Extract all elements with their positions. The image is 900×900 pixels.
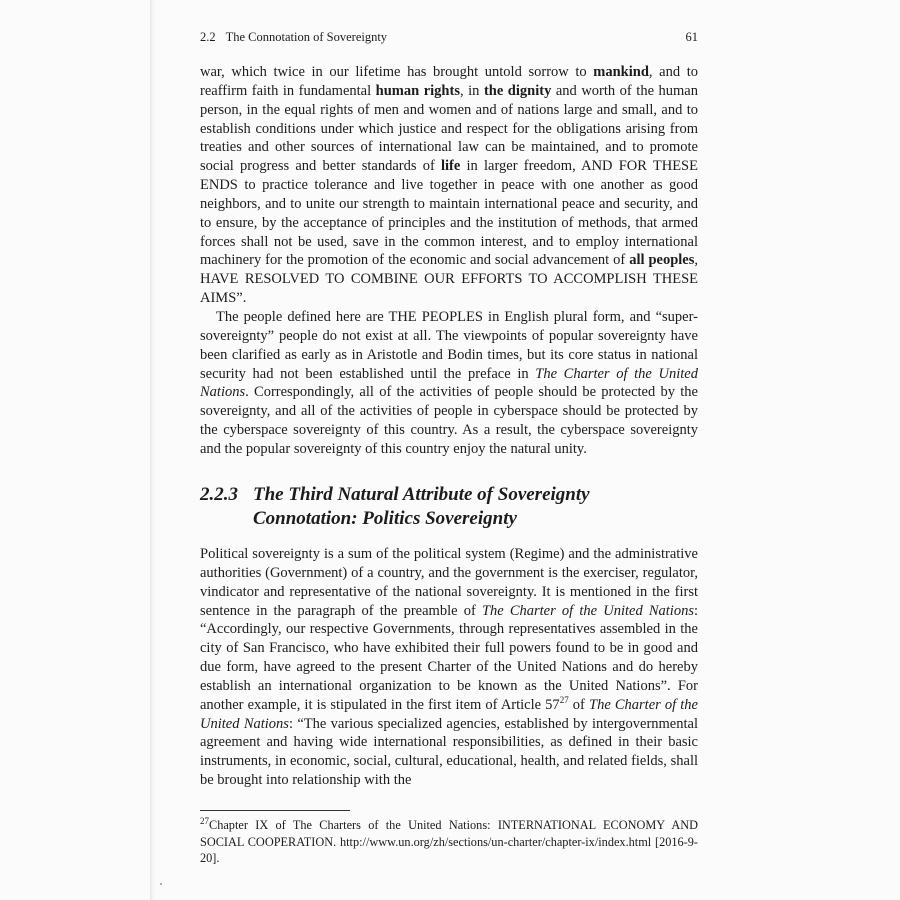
- heading-line-1: [200, 483, 698, 507]
- text-run: Political sovereignty is a sum of the political system (Regime) and the administrative authorities (Government) of a country, and the government is the exerciser, regulator, vindicator and representative of the national sovereignty. It is mentioned in the first sentence in the paragraph of the preamble of: [200, 546, 698, 619]
- text-run: , and to reaffirm faith in fundamental: [200, 64, 699, 99]
- section-title: The Connotation of Sovereignty: [225, 30, 388, 44]
- emphasis-bold: all peoples: [629, 252, 695, 269]
- footnote-ref: 27: [559, 694, 569, 705]
- running-head: [200, 30, 698, 45]
- emphasis-bold: mankind: [593, 64, 649, 80]
- heading-number: 2.2.3: [200, 484, 238, 505]
- page-number: 61: [685, 30, 698, 44]
- gutter-shadow: [150, 0, 156, 900]
- text-run: , HAVE RESOLVED TO COMBINE OUR EFFORTS TO ACCOMPLISH THESE AIMS”.: [200, 252, 698, 307]
- paragraph: [200, 545, 698, 790]
- body-text-bottom: [200, 545, 698, 790]
- body-text-top: [200, 63, 698, 459]
- emphasis-italic: The Charter of the United Nations: [481, 602, 694, 619]
- text-run: , in: [459, 82, 484, 99]
- section-heading: [200, 483, 698, 531]
- emphasis-italic: The Charter of the United Nations: [200, 696, 698, 732]
- heading-title-line-2: Connotation: Politics Sovereignty: [253, 508, 517, 529]
- text-run: : “The various specialized agencies, established by intergovernmental agreement and having wide international responsibilities, as defined in their basic instruments, in economic, social, cultural, educational, health, and related fields, shall be brought into relationship with the: [200, 715, 698, 789]
- paragraph: [200, 308, 698, 459]
- text-run: Chapter IX of The Charters of the United Nations: INTERNATIONAL ECONOMY AND SOCIAL COOPERATION. http://www.un.org/zh/sections/un-charter/chapter-ix/index.html [2016-9-20].: [200, 818, 698, 865]
- text-run: in larger freedom, AND FOR THESE ENDS to practice tolerance and live together in peace with one another as good neighbors, and to unite our strength to maintain international peace and security, and to ensure, by the acceptance of principles and the institution of methods, that armed forces shall not be used, save in the common interest, and to employ international machinery for the promotion of the economic and social advancement of: [200, 158, 698, 269]
- emphasis-italic: The Charter of the United Nations: [200, 365, 698, 401]
- text-run: war, which twice in our lifetime has brought untold sorrow to: [200, 64, 594, 80]
- heading-title-line-1: The Third Natural Attribute of Sovereignty: [253, 484, 590, 505]
- emphasis-bold: human rights: [375, 82, 460, 99]
- footnote: [200, 817, 698, 867]
- footnote-ref: 27: [200, 815, 209, 826]
- emphasis-bold: the dignity: [483, 82, 552, 99]
- scan-speck: [160, 883, 162, 885]
- text-run: The people defined here are THE PEOPLES in English plural form, and “super-sovereignty” people do not exist at all. The viewpoints of popular sovereignty have been clarified as early as in Aristotle and Bodin times, but its core status in national security had not been established until the preface in: [200, 308, 698, 382]
- emphasis-bold: life: [440, 158, 461, 175]
- footnote-rule: [200, 810, 350, 811]
- text-run: : “Accordingly, our respective Governments, through representatives assembled in the city of San Francisco, who have exhibited their full powers found to be in good and due form, have agreed to the present Charter of the United Nations and do hereby establish an international organization to be known as the United Nations”. For another example, it is stipulated in the first item of Article 57: [200, 602, 698, 713]
- section-number: 2.2: [200, 30, 216, 44]
- text-run: and worth of the human person, in the equal rights of men and women and of nations large and small, and to establish conditions under which justice and respect for the obligations arising from treaties and other sources of international law can be maintained, and to promote social progress and better standards of: [200, 82, 698, 175]
- text-run: . Correspondingly, all of the activities of people should be protected by the sovereignty, and all of the activities of people in cyberspace should be protected by the cyberspace sovereignty of this country. As a result, the cyberspace sovereignty and the popular sovereignty of this country enjoy the natural unity.: [200, 384, 698, 457]
- text-run: of: [568, 696, 589, 713]
- paragraph: [200, 63, 698, 308]
- running-head-section: [200, 30, 387, 45]
